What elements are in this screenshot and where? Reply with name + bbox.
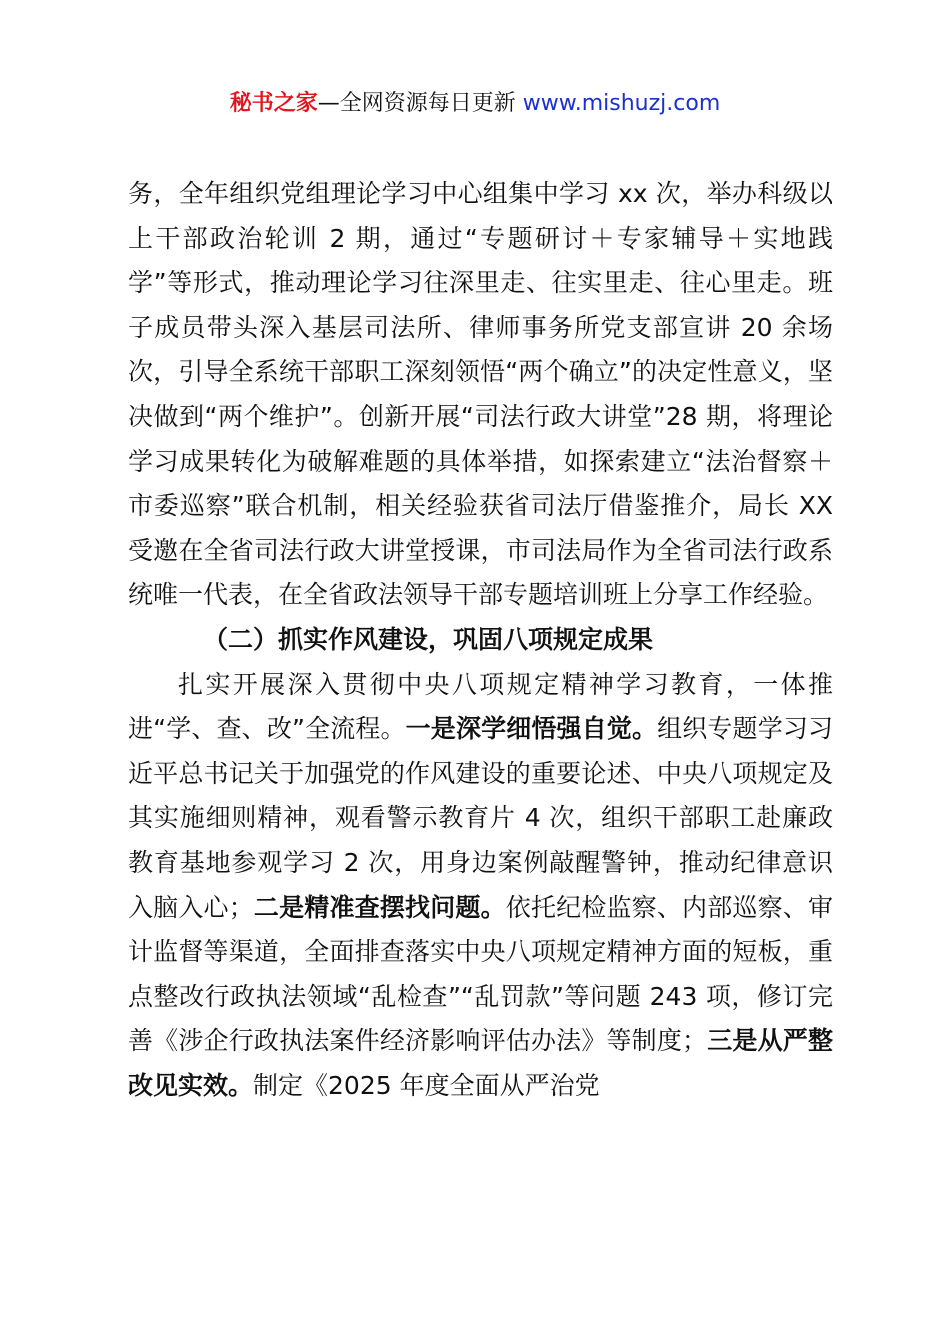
paragraph-continuation: 务，全年组织党组理论学习中心组集中学习 xx 次，举办科级以上干部政治轮训 2 期，通过“专题研讨＋专家辅导＋实地践学”等形式，推动理论学习往深里走、往实里走、往心里走。班子成员带头深入基层司法所、律师事务所党支部宣讲 20 余场次，引导全系统干部职工深刻领悟“两个确立”的决定性意义，坚决做到“两个维护”。创新开展“司法行政大讲堂”28 期，将理论学习成果转化为破解难题的具体举措，如探索建立“法治督察＋市委巡察”联合机制，相关经验获省司法厅借鉴推介，局长 XX 受邀在全省司法行政大讲堂授课，市司法局作为全省司法行政系统唯一代表，在全省政法领导干部专题培训班上分享工作经验。 (128, 179, 833, 610)
header-brand: 秘书之家 (229, 91, 318, 116)
point-2-text: 依托纪检监察、内部巡察、审计监督等渠道，全面排查落实中央八项规定精神方面的短板，重点整改行政执法领域“乱检查”“乱罚款”等问题 243 项，修订完善《涉企行政执法案件经济影响评估办法》等制度； (128, 892, 833, 1056)
header-site-url[interactable]: www.mishuzj.com (522, 91, 721, 116)
section-heading-2: （二）抓实作风建设，巩固八项规定成果 (203, 624, 654, 654)
point-1-text: 组织专题学习习近平总书记关于加强党的作风建设的重要论述、中央八项规定及其实施细则精神，观看警示教育片 4 次，组织干部职工赴廉政教育基地参观学习 2 次，用身边案例敲醒警钟，推动纪律意识入脑入心； (128, 714, 833, 922)
paragraph-section-2 (128, 663, 833, 1109)
point-3-title: 三是从严整改见实效。 (128, 1026, 833, 1100)
paragraph-intro: 扎实开展深入贯彻中央八项规定精神学习教育，一体推进“学、查、改”全流程。 (128, 669, 833, 744)
header-tagline: —全网资源每日更新 (317, 91, 523, 116)
page-header (0, 88, 950, 120)
point-1-title: 一是深学细悟强自觉。 (405, 714, 658, 744)
point-3-text: 制定《2025 年度全面从严治党 (253, 1070, 600, 1100)
point-2-title: 二是精准查摆找问题。 (253, 892, 506, 922)
document-body (128, 172, 833, 1108)
